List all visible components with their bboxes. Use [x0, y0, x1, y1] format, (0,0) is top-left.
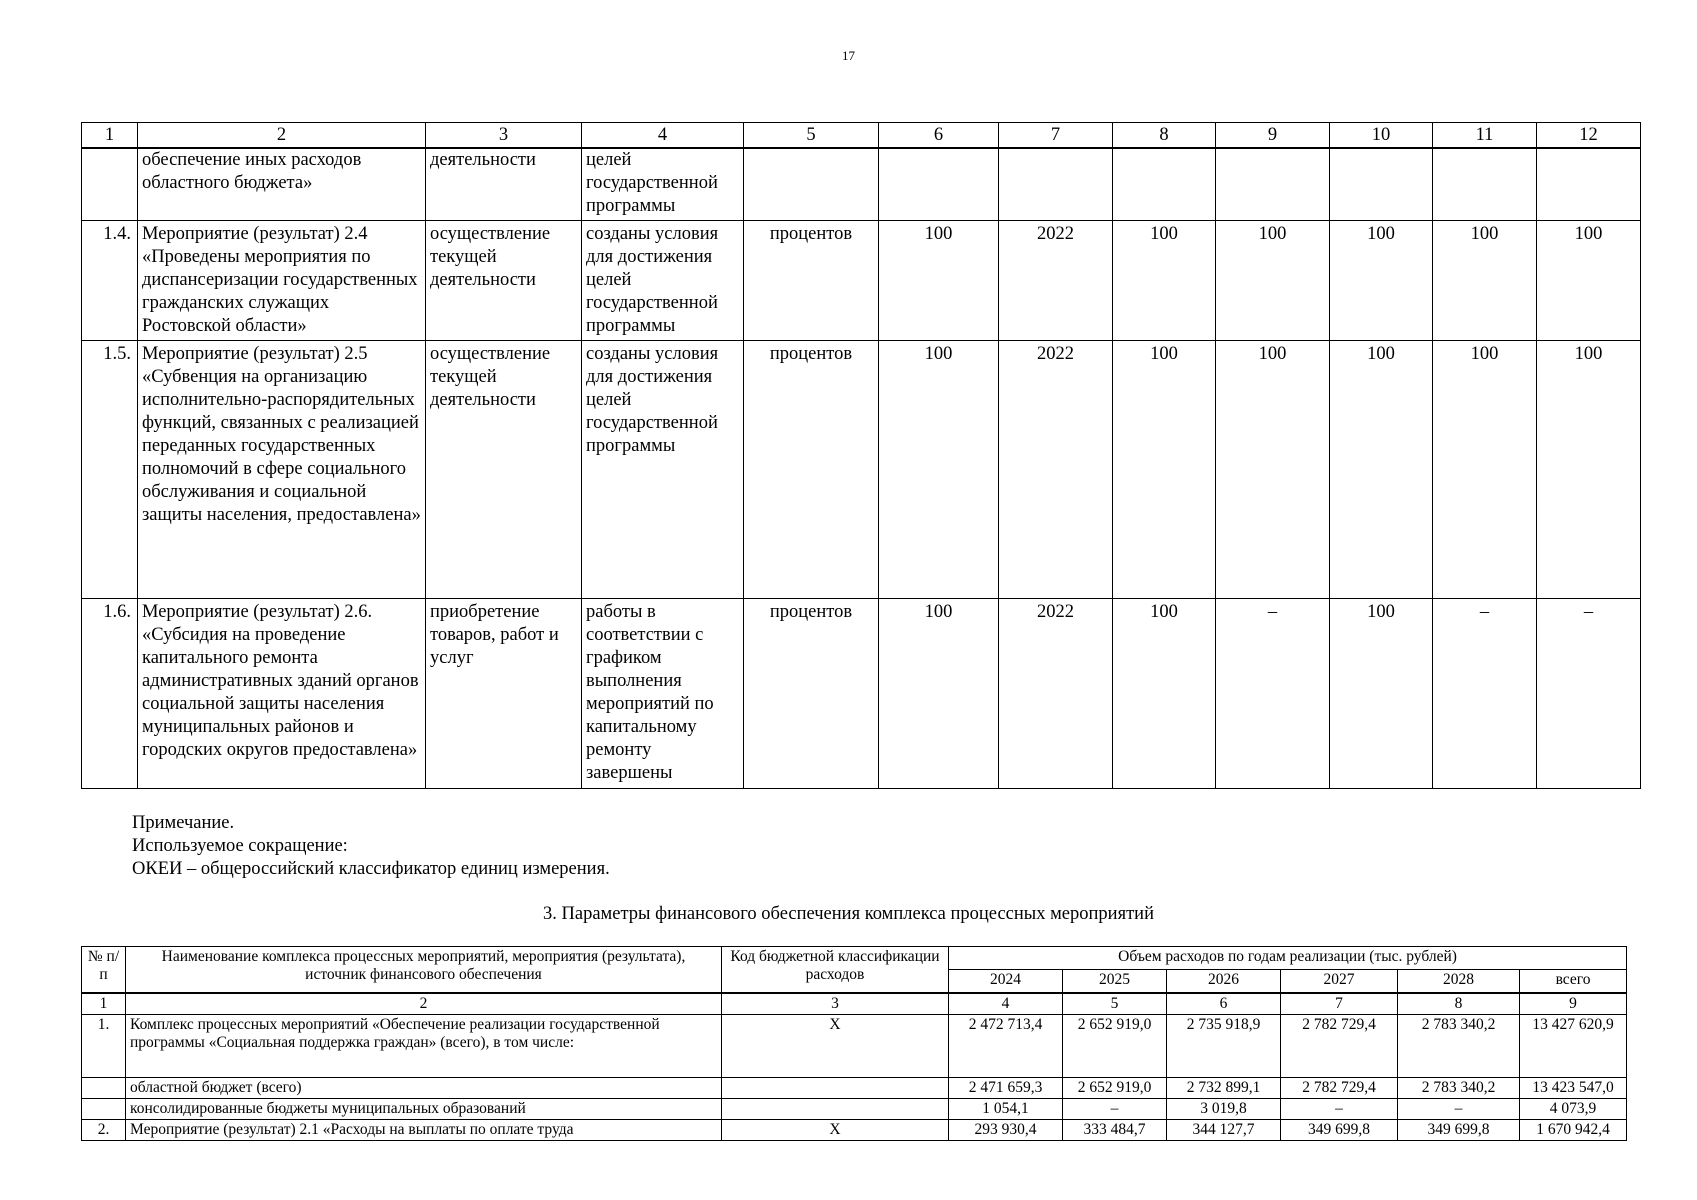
- row-type: деятельности: [426, 148, 582, 221]
- row-value: 2 652 919,0: [1063, 1078, 1167, 1099]
- row-name: Мероприятие (результат) 2.6. «Субсидия на проведение капитального ремонта административных зданий органов социальной защиты населения муниципальных районов и городских округов предоставлена»: [138, 599, 426, 789]
- row-value: 2 471 659,3: [949, 1078, 1063, 1099]
- row-unit: процентов: [744, 599, 879, 789]
- column-numbers-row: [82, 993, 1627, 1015]
- row-code: [722, 1099, 949, 1120]
- col-header: 3: [426, 123, 582, 149]
- row-name: областной бюджет (всего): [126, 1078, 722, 1099]
- note-block: [132, 812, 610, 881]
- column-number: 9: [1520, 993, 1627, 1015]
- row-value: 2 782 729,4: [1281, 1078, 1398, 1099]
- page-number: 17: [842, 48, 855, 63]
- note-title: Примечание.: [132, 813, 235, 833]
- row-value-2024: [1113, 148, 1216, 221]
- row-base-value: 100: [879, 599, 999, 789]
- row-value-2027: 100: [1433, 221, 1537, 341]
- table-row: [82, 341, 1641, 599]
- row-value-2026: [1330, 148, 1433, 221]
- row-base-year: [999, 148, 1113, 221]
- row-number: 1.6.: [82, 599, 138, 789]
- row-name: обеспечение иных расходов областного бюджета»: [138, 148, 426, 221]
- row-number: 1.5.: [82, 341, 138, 599]
- col-header: 10: [1330, 123, 1433, 149]
- row-value-2024: 100: [1113, 221, 1216, 341]
- col-header: 6: [879, 123, 999, 149]
- row-value: 3 019,8: [1167, 1099, 1281, 1120]
- header-num: № п/п: [82, 947, 126, 994]
- row-value-2026: 100: [1330, 341, 1433, 599]
- col-header: 12: [1537, 123, 1641, 149]
- row-code: [722, 1078, 949, 1099]
- col-header: 7: [999, 123, 1113, 149]
- header-year: 2024: [949, 970, 1063, 994]
- header-year: 2025: [1063, 970, 1167, 994]
- note-line: ОКЕИ – общероссийский классификатор единиц измерения.: [132, 859, 610, 879]
- col-header: 9: [1216, 123, 1330, 149]
- row-value: 2 783 340,2: [1398, 1015, 1520, 1078]
- table-row: [82, 1078, 1627, 1099]
- column-number: 6: [1167, 993, 1281, 1015]
- row-value-2024: 100: [1113, 341, 1216, 599]
- table-row: [82, 1015, 1627, 1078]
- row-value-2025: –: [1216, 599, 1330, 789]
- row-base-year: 2022: [999, 599, 1113, 789]
- row-value-2027: –: [1433, 599, 1537, 789]
- financing-table: [81, 946, 1627, 1141]
- indicators-table: [81, 122, 1641, 789]
- column-number: 5: [1063, 993, 1167, 1015]
- row-value-2027: [1433, 148, 1537, 221]
- row-number: [82, 1078, 126, 1099]
- header-year: 2027: [1281, 970, 1398, 994]
- row-value: 13 423 547,0: [1520, 1078, 1627, 1099]
- row-value: 349 699,8: [1281, 1120, 1398, 1141]
- header-code: Код бюджетной классификации расходов: [722, 947, 949, 994]
- row-value-2024: 100: [1113, 599, 1216, 789]
- row-value: 2 782 729,4: [1281, 1015, 1398, 1078]
- row-value-2028: –: [1537, 599, 1641, 789]
- row-value: 344 127,7: [1167, 1120, 1281, 1141]
- table-row: [82, 1120, 1627, 1141]
- row-base-value: 100: [879, 221, 999, 341]
- header-volume: Объем расходов по годам реализации (тыс. рублей): [949, 947, 1627, 970]
- row-value-2025: 100: [1216, 221, 1330, 341]
- column-number: 7: [1281, 993, 1398, 1015]
- note-line: Используемое сокращение:: [132, 836, 348, 856]
- table-row: [82, 599, 1641, 789]
- row-value: –: [1281, 1099, 1398, 1120]
- row-type: осуществление текущей деятельности: [426, 341, 582, 599]
- row-characteristic: работы в соответствии с графиком выполнения мероприятий по капитальному ремонту завершены: [582, 599, 744, 789]
- row-value: 4 073,9: [1520, 1099, 1627, 1120]
- row-value: 333 484,7: [1063, 1120, 1167, 1141]
- row-value: 293 930,4: [949, 1120, 1063, 1141]
- col-header: 5: [744, 123, 879, 149]
- row-value: 2 783 340,2: [1398, 1078, 1520, 1099]
- row-value: 2 732 899,1: [1167, 1078, 1281, 1099]
- table-row: [82, 148, 1641, 221]
- section-title: 3. Параметры финансового обеспечения комплекса процессных мероприятий: [543, 904, 1154, 924]
- row-value-2026: 100: [1330, 221, 1433, 341]
- row-unit: процентов: [744, 341, 879, 599]
- row-value-2028: 100: [1537, 341, 1641, 599]
- row-number: [82, 1099, 126, 1120]
- row-unit: процентов: [744, 221, 879, 341]
- row-base-year: 2022: [999, 221, 1113, 341]
- row-number: [82, 148, 138, 221]
- row-name: консолидированные бюджеты муниципальных образований: [126, 1099, 722, 1120]
- row-value-2026: 100: [1330, 599, 1433, 789]
- row-value-2025: [1216, 148, 1330, 221]
- row-value-2028: 100: [1537, 221, 1641, 341]
- column-number: 1: [82, 993, 126, 1015]
- row-value: –: [1063, 1099, 1167, 1120]
- table-row: [82, 1099, 1627, 1120]
- row-value: 2 735 918,9: [1167, 1015, 1281, 1078]
- row-name: Мероприятие (результат) 2.1 «Расходы на выплаты по оплате труда: [126, 1120, 722, 1141]
- column-number: 8: [1398, 993, 1520, 1015]
- row-number: 2.: [82, 1120, 126, 1141]
- row-type: осуществление текущей деятельности: [426, 221, 582, 341]
- table-header-row: [82, 947, 1627, 970]
- row-type: приобретение товаров, работ и услуг: [426, 599, 582, 789]
- row-number: 1.: [82, 1015, 126, 1078]
- row-value-2028: [1537, 148, 1641, 221]
- row-characteristic: целей государственной программы: [582, 148, 744, 221]
- row-base-value: 100: [879, 341, 999, 599]
- row-number: 1.4.: [82, 221, 138, 341]
- row-name: Мероприятие (результат) 2.4 «Проведены мероприятия по диспансеризации государственных гражданских служащих Ростовской области»: [138, 221, 426, 341]
- column-number: 4: [949, 993, 1063, 1015]
- row-value-2027: 100: [1433, 341, 1537, 599]
- row-name: Комплекс процессных мероприятий «Обеспечение реализации государственной программы «Социальная поддержка граждан» (всего), в том числе:: [126, 1015, 722, 1078]
- col-header: 11: [1433, 123, 1537, 149]
- row-value: 2 652 919,0: [1063, 1015, 1167, 1078]
- header-year: 2028: [1398, 970, 1520, 994]
- row-value-2025: 100: [1216, 341, 1330, 599]
- col-header: 1: [82, 123, 138, 149]
- col-header: 4: [582, 123, 744, 149]
- table-row: [82, 221, 1641, 341]
- col-header: 8: [1113, 123, 1216, 149]
- col-header: 2: [138, 123, 426, 149]
- row-value: 1 054,1: [949, 1099, 1063, 1120]
- header-year: 2026: [1167, 970, 1281, 994]
- row-value: 2 472 713,4: [949, 1015, 1063, 1078]
- table-header-row: [82, 123, 1641, 149]
- row-characteristic: созданы условия для достижения целей государственной программы: [582, 221, 744, 341]
- row-value: 1 670 942,4: [1520, 1120, 1627, 1141]
- column-number: 3: [722, 993, 949, 1015]
- row-code: Х: [722, 1015, 949, 1078]
- row-value: 349 699,8: [1398, 1120, 1520, 1141]
- header-name: Наименование комплекса процессных мероприятий, мероприятия (результата), источник финансового обеспечения: [126, 947, 722, 994]
- row-name: Мероприятие (результат) 2.5 «Субвенция на организацию исполнительно-распорядительных функций, связанных с реализацией переданных государственных полномочий в сфере социального обслуживания и социальной защиты населения, предоставлена»: [138, 341, 426, 599]
- row-code: Х: [722, 1120, 949, 1141]
- row-characteristic: созданы условия для достижения целей государственной программы: [582, 341, 744, 599]
- header-total: всего: [1520, 970, 1627, 994]
- column-number: 2: [126, 993, 722, 1015]
- row-base-year: 2022: [999, 341, 1113, 599]
- row-value: –: [1398, 1099, 1520, 1120]
- row-value: 13 427 620,9: [1520, 1015, 1627, 1078]
- row-unit: [744, 148, 879, 221]
- row-base-value: [879, 148, 999, 221]
